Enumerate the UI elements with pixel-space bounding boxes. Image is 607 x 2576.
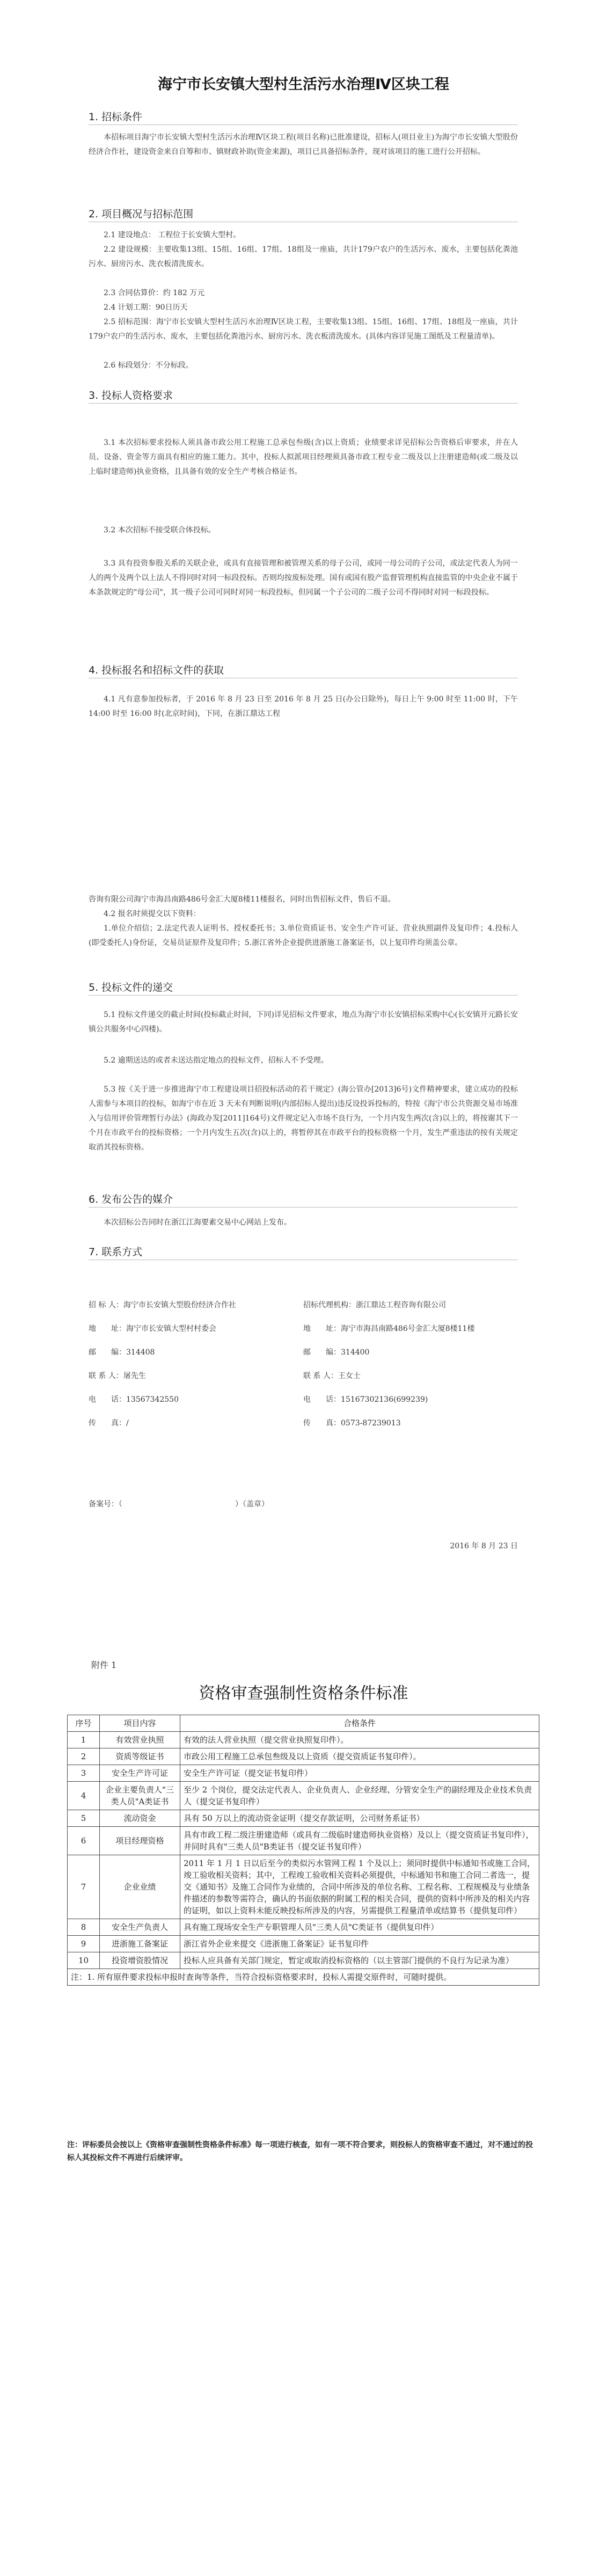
contact-row	[89, 1317, 518, 1341]
contact-row	[89, 1411, 518, 1435]
row-condition: 有效的法人营业执照（提交营业执照复印件）。	[180, 1732, 539, 1748]
section-5-heading: 5. 投标文件的递交	[89, 982, 173, 993]
header-cell: 项目内容	[100, 1715, 180, 1732]
table-row	[68, 1952, 539, 1969]
header-cell: 序号	[68, 1715, 100, 1732]
row-item: 项目经理资格	[100, 1827, 180, 1855]
row-index: 10	[68, 1952, 100, 1969]
qualification-table	[67, 1715, 539, 1986]
section-3-heading: 3. 投标人资格要求	[89, 390, 173, 401]
tenderer-name: 招 标 人：海宁市长安镇大型股份经济合作社	[89, 1301, 236, 1309]
section-2-item: 2.6 标段划分：不分标段。	[104, 361, 193, 370]
section-4-text: 咨询有限公司海宁市海昌南路486号金汇大厦8楼11楼报名，同时出售招标文件，售后不退。	[89, 895, 396, 904]
row-condition: 投标人应具备有关部门规定，暂定或取消投标资格的（以主管部门提供的不良行为记录为准）	[180, 1952, 539, 1969]
header-cell: 合格条件	[180, 1715, 539, 1732]
row-condition: 2011 年 1 月 1 日以后至今的类似污水管网工程 1 个及以上；须同时提供中标通知书或施工合同，竣工验收相关资料；其中，工程竣工验收相关资料必须提供，中标通知书和施工合同二者选一，提交《通知书》及施工合同作为业绩的，合同中所涉及的单位名称、工程名称、工程规模及与业绩条件描述的参数等需符合，确认的书面依据的附属工程的相关合同，提供的资料中所涉及的相关内容的证明，如以上资料未能反映投标所涉及的内容，另需提供工程量清单或结算书（提供复印件）	[180, 1855, 539, 1919]
section-7-heading: 7. 联系方式	[89, 1246, 143, 1258]
attachment-label: 附件 1	[91, 1660, 117, 1670]
section-1-heading: 1. 招标条件	[89, 111, 143, 123]
section-3-text: 3.2 本次招标不接受联合体投标。	[104, 526, 216, 535]
attachment-title: 资格审查强制性资格条件标准	[199, 1684, 408, 1703]
table-note: 注：1. 所有原件要求投标申报时查询等条件，当符合投标资格要求时，投标人需提交原件时，可随时提供。	[68, 1969, 539, 1986]
table-row	[68, 1810, 539, 1827]
table-header-row	[68, 1715, 539, 1732]
agency-phone: 电 话：15167302136(699239)	[303, 1395, 428, 1404]
row-item: 企业主要负责人"三类人员"A类证书	[100, 1782, 180, 1810]
agency-contact: 联 系 人：王女士	[303, 1372, 361, 1380]
row-condition: 安全生产许可证（提交证书复印件）	[180, 1765, 539, 1782]
section-5-text: 5.2 逾期送达的或者未送达指定地点的投标文件，招标人不予受理。	[104, 1056, 328, 1065]
row-item: 有效营业执照	[100, 1732, 180, 1748]
divider	[89, 995, 518, 996]
table-row	[68, 1855, 539, 1919]
contact-row	[89, 1341, 518, 1364]
tenderer-phone: 电 话：13567342550	[89, 1395, 179, 1404]
section-2-item: 2.1 建设地点： 工程位于长安镇大型村。	[104, 231, 241, 239]
row-condition: 浙江省外企业来提交《进浙施工备案证》证书复印件	[180, 1936, 539, 1952]
table-row	[68, 1936, 539, 1952]
row-index: 5	[68, 1810, 100, 1827]
row-condition: 至少 2 个岗位，提交法定代表人、企业负责人、企业经理、分管安全生产的副经理及企业技术负责人（提交证书复印件）	[180, 1782, 539, 1810]
row-condition: 具有 50 万以上的流动资金证明（提交存款证明，公司财务系证书）	[180, 1810, 539, 1827]
row-index: 6	[68, 1827, 100, 1855]
row-index: 8	[68, 1919, 100, 1936]
section-2-item: 2.2 建设规模：主要收集13组、15组、16组、17组、18组及一座庙，共计179户农户的生活污水、废水，主要包括化粪池污水、厨房污水、洗衣板清洗废水。	[89, 245, 518, 268]
table-note-row	[68, 1969, 539, 1986]
section-2-item: 2.4 计划工期：90日历天	[104, 303, 188, 312]
table-row	[68, 1919, 539, 1936]
row-item: 企业业绩	[100, 1855, 180, 1919]
tenderer-fax: 传 真：/	[89, 1419, 129, 1428]
contact-info	[89, 1293, 518, 1435]
section-2-item: 2.3 合同估算价：约 182 万元	[104, 289, 205, 297]
row-item: 安全生产许可证	[100, 1765, 180, 1782]
row-item: 进浙施工备案证	[100, 1936, 180, 1952]
section-4-text: 4.2 报名时须提交以下资料：	[104, 910, 201, 918]
row-condition: 具有施工现场安全生产专职管理人员"三类人员"C类证书（提供复印件）	[180, 1919, 539, 1936]
row-item: 安全生产负责人	[100, 1919, 180, 1936]
section-4-text: 4.1 凡有意参加投标者，于 2016 年 8 月 23 日至 2016 年 8 月 25 日(办公日除外)，每日上午 9:00 时至 11:00 时，下午 14:00 时至 16:00 时(北京时间)，下同，在浙江鼎达工程	[89, 695, 518, 718]
tenderer-postcode: 邮 编：314408	[89, 1348, 155, 1357]
row-condition: 市政公用工程施工总承包叁级及以上资质（提交资质证书复印件）。	[180, 1748, 539, 1765]
tenderer-contact: 联 系 人：屠先生	[89, 1372, 146, 1380]
tenderer-address: 地 址：海宁市长安镇大型村村委会	[89, 1324, 216, 1333]
row-item: 投资增资股情况	[100, 1952, 180, 1969]
table-row	[68, 1732, 539, 1748]
row-index: 9	[68, 1936, 100, 1952]
table-row	[68, 1782, 539, 1810]
contact-row	[89, 1364, 518, 1388]
row-item: 流动资金	[100, 1810, 180, 1827]
section-5-text: 5.1 投标文件递交的截止时间(投标截止时间，下同)详见招标文件要求，地点为海宁市长安镇招标采购中心(长安镇开元路长安镇公共服务中心四楼)。	[89, 1011, 518, 1034]
section-3-text: 3.1 本次招标要求投标人须具备市政公用工程施工总承包叁级(含)以上资质；业绩要求详见招标公告资格后审要求，并在人员、设备、资金等方面具有相应的施工能力。其中，投标人拟派项目经理须具备市政工程专业二级及以上注册建造师(或二级及以上临时建造师)执业资格，且具备有效的安全生产考核合格证书。	[89, 438, 518, 476]
contact-row	[89, 1388, 518, 1411]
row-index: 4	[68, 1782, 100, 1810]
row-index: 1	[68, 1732, 100, 1748]
section-1-text: 本招标项目海宁市长安镇大型村生活污水治理Ⅳ区块工程(项目名称)已批准建设，招标人(项目业主)为海宁市长安镇大型股份经济合作社，建设资金来自自筹和市、镇财政补助(资金来源)，项目已具备招标条件，现对该项目的施工进行公开招标。	[89, 133, 518, 156]
row-condition: 具有市政工程二级注册建造师（或具有二级临时建造师执业资格）及以上（提交资质证书复印件），并同时具有"三类人员"B类证书（提交证书复印件）	[180, 1827, 539, 1855]
section-6-heading: 6. 发布公告的媒介	[89, 1194, 173, 1205]
section-2-heading: 2. 项目概况与招标范围	[89, 208, 194, 220]
contact-row	[89, 1293, 518, 1317]
table-row	[68, 1748, 539, 1765]
row-index: 7	[68, 1855, 100, 1919]
agency-postcode: 邮 编：314400	[303, 1348, 370, 1357]
document-title: 海宁市长安镇大型村生活污水治理Ⅳ区块工程	[158, 76, 449, 93]
row-item: 资质等级证书	[100, 1748, 180, 1765]
section-4-heading: 4. 投标报名和招标文件的获取	[89, 664, 224, 676]
row-index: 3	[68, 1765, 100, 1782]
agency-address: 地 址：海宁市海昌南路486号金汇大厦8楼11楼	[303, 1324, 475, 1333]
divider	[89, 403, 518, 404]
section-4-text: 1.单位介绍信；2.法定代表人证明书、授权委托书；3.单位资质证书、安全生产许可证、营业执照副件及复印件；4.投标人(即受委托人)身份证，交易员证原件及复印件；5.浙江省外企业提供进浙施工备案证书，以上复印件均须盖公章。	[89, 924, 518, 947]
section-6-text: 本次招标公告同时在浙江江海要素交易中心网站上发布。	[104, 1218, 291, 1227]
agency-fax: 传 真：0573-87239013	[303, 1419, 401, 1428]
table-row	[68, 1827, 539, 1855]
divider	[89, 1207, 518, 1208]
publish-date: 2016 年 8 月 23 日	[450, 1542, 518, 1550]
row-index: 2	[68, 1748, 100, 1765]
section-3-text: 3.3 具有投资参股关系的关联企业，或具有直接管理和被管理关系的母子公司，或同一母公司的子公司，或法定代表人为同一人的两个及两个以上法人不得同时对同一标段投标。否则均按废标处理。国有或国有股产监督管理机构直接监管的中央企业不属于本条款规定的"母公司"，其一级子公司可同时对同一标段投标，但同属一个子公司的二级子公司不得同时对同一标段投标。	[89, 559, 518, 597]
record-number: 备案号：（ ）（盖章）	[89, 1500, 269, 1509]
table-row	[68, 1765, 539, 1782]
section-5-text: 5.3 按《关于进一步推进海宁市工程建设项目招投标活动的若干规定》(海公管办[2013]6号)文件精神要求，建立成功的投标人需参与本项目的投标，如海宁市在近 3 天未有判断说明(内部招标人提出)违反设投诉投标的，特按《海宁市公共资源交易市场准入与信用评价管理暂行办法》(海政办发[2011]164号)文件规定记入市场不良行为，一个月内发生两次(含)以上的，将按谢其下一个月在市政平台的投标资格；一个月内发生五次(含)以上的，将暂停其在市政平台的投标资格一个月，发生严重违法的按有关规定取消其投标资格。	[89, 1085, 518, 1152]
agency-name: 招标代理机构：浙江鼎达工程咨询有限公司	[303, 1301, 446, 1309]
section-2-item: 2.5 招标范围：海宁市长安镇大型村生活污水治理Ⅳ区块工程，主要收集13组、15组、16组、17组、18组及一座庙，共计179户农户的生活污水、废水，主要包括化粪池污水、厨房污水、洗衣板清洗废水。(具体内容详见施工图纸及工程量清单)。	[89, 318, 518, 341]
footer-note: 注：评标委员会按以上《资格审查强制性资格条件标准》每一项进行核查，如有一项不符合要求，则投标人的资格审查不通过，对不通过的投标人其投标文件不再进行后续评审。	[67, 2141, 533, 2162]
